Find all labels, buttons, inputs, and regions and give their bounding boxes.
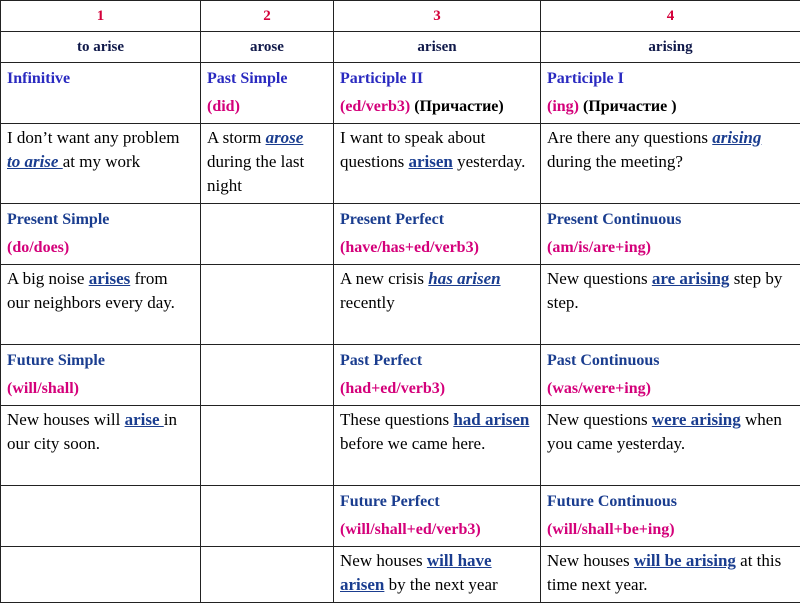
- form-name: Participle I: [547, 65, 794, 93]
- tense-cell: [334, 486, 541, 547]
- tense-name: Future Simple: [7, 347, 194, 375]
- form-name: Infinitive: [7, 65, 194, 93]
- example-text: from our neighbors every day.: [7, 269, 175, 312]
- example-verb: arising: [712, 128, 761, 147]
- form-names-row: [1, 63, 800, 124]
- example-cell: [541, 406, 800, 486]
- example-verb: arisen: [408, 152, 452, 171]
- example-text: New houses will: [7, 410, 125, 429]
- example-text: by the next year: [384, 575, 497, 594]
- example-cell: [201, 124, 334, 204]
- example-text: New questions: [547, 269, 652, 288]
- verb-past: arose: [201, 32, 334, 63]
- form-formula: (ed/verb3): [340, 98, 410, 115]
- example-text: New questions: [547, 410, 652, 429]
- example-text: during the meeting?: [547, 152, 683, 171]
- example-text: I want to speak about questions: [340, 128, 485, 171]
- empty-cell: [201, 204, 334, 265]
- tense-formula: (have/has+ed/verb3): [340, 234, 534, 262]
- column-number: 2: [201, 1, 334, 32]
- form-name: Past Simple: [207, 65, 327, 93]
- example-cell: [541, 265, 800, 345]
- column-number: 4: [541, 1, 800, 32]
- example-row: [1, 265, 800, 345]
- example-text: during the last night: [207, 152, 304, 195]
- example-text: These questions: [340, 410, 453, 429]
- tense-name: Past Perfect: [340, 347, 534, 375]
- example-text: New houses: [547, 551, 634, 570]
- example-text: I don’t want any problem: [7, 128, 179, 147]
- example-text: in our city soon.: [7, 410, 177, 453]
- empty-cell: [1, 547, 201, 603]
- form-cell: [541, 63, 800, 124]
- tense-cell: [541, 345, 800, 406]
- verb-participle-i: arising: [541, 32, 800, 63]
- example-text: recently: [340, 293, 395, 312]
- tense-cell: [334, 204, 541, 265]
- example-cell: [334, 265, 541, 345]
- example-row: [1, 406, 800, 486]
- empty-cell: [201, 406, 334, 486]
- example-text: Are there any questions: [547, 128, 712, 147]
- tense-names-row: [1, 486, 800, 547]
- example-text: at my work: [63, 152, 140, 171]
- example-verb: were arising: [652, 410, 741, 429]
- example-verb: arose: [266, 128, 304, 147]
- empty-cell: [201, 547, 334, 603]
- form-formula: (ing): [547, 98, 579, 115]
- example-verb: are arising: [652, 269, 730, 288]
- tense-formula: (had+ed/verb3): [340, 375, 534, 403]
- column-number: 1: [1, 1, 201, 32]
- example-cell: [541, 124, 800, 204]
- example-cell: [334, 124, 541, 204]
- tense-cell: [1, 345, 201, 406]
- example-row: [1, 547, 800, 603]
- example-text: at this time next year.: [547, 551, 781, 594]
- tense-name: Past Continuous: [547, 347, 794, 375]
- tense-name: Present Perfect: [340, 206, 534, 234]
- example-text: when you came yesterday.: [547, 410, 782, 453]
- example-verb: to arise: [7, 152, 63, 171]
- form-cell: [1, 63, 201, 124]
- empty-cell: [1, 486, 201, 547]
- tense-name: Present Simple: [7, 206, 194, 234]
- example-verb: has arisen: [428, 269, 500, 288]
- verb-forms-row: [1, 32, 800, 63]
- column-number: 3: [334, 1, 541, 32]
- example-cell: [1, 265, 201, 345]
- example-verb: will have arisen: [340, 551, 492, 594]
- form-cell: [201, 63, 334, 124]
- example-verb: arise: [125, 410, 164, 429]
- form-formula: (did): [207, 93, 327, 121]
- tense-names-row: [1, 204, 800, 265]
- tense-formula: (will/shall+be+ing): [547, 516, 794, 544]
- column-number-row: [1, 1, 800, 32]
- tense-cell: [541, 486, 800, 547]
- form-name: Participle II: [340, 65, 534, 93]
- example-text: A new crisis: [340, 269, 428, 288]
- tense-formula: (will/shall): [7, 375, 194, 403]
- example-text: A storm: [207, 128, 266, 147]
- example-cell: [541, 547, 800, 603]
- example-text: New houses: [340, 551, 427, 570]
- example-text: A big noise: [7, 269, 89, 288]
- empty-cell: [201, 345, 334, 406]
- example-cell: [1, 406, 201, 486]
- example-text: before we came here.: [340, 434, 485, 453]
- verb-infinitive: to arise: [1, 32, 201, 63]
- example-cell: [334, 547, 541, 603]
- tense-formula: (was/were+ing): [547, 375, 794, 403]
- example-verb: had arisen: [453, 410, 529, 429]
- example-text: yesterday.: [453, 152, 526, 171]
- example-cell: [1, 124, 201, 204]
- tense-formula: (am/is/are+ing): [547, 234, 794, 262]
- empty-cell: [201, 265, 334, 345]
- example-cell: [334, 406, 541, 486]
- tense-cell: [541, 204, 800, 265]
- tense-name: Present Continuous: [547, 206, 794, 234]
- tense-name: Future Perfect: [340, 488, 534, 516]
- example-text: step by step.: [547, 269, 782, 312]
- tense-name: Future Continuous: [547, 488, 794, 516]
- example-verb: arises: [89, 269, 131, 288]
- form-russian-label: (Причастие ): [579, 98, 677, 115]
- tense-names-row: [1, 345, 800, 406]
- form-russian-label: (Причастие): [410, 98, 504, 115]
- empty-cell: [201, 486, 334, 547]
- example-row: [1, 124, 800, 204]
- tense-cell: [334, 345, 541, 406]
- form-cell: [334, 63, 541, 124]
- tense-formula: (will/shall+ed/verb3): [340, 516, 534, 544]
- example-verb: will be arising: [634, 551, 736, 570]
- tense-cell: [1, 204, 201, 265]
- verb-participle-ii: arisen: [334, 32, 541, 63]
- tense-formula: (do/does): [7, 234, 194, 262]
